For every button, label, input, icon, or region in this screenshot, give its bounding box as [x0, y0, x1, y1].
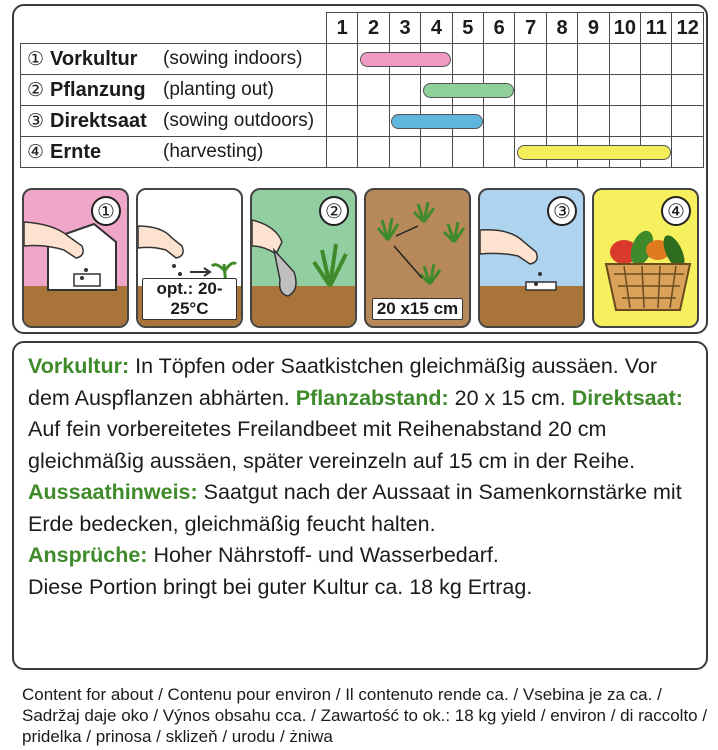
month-cell: [609, 75, 640, 106]
panel-planting-out: [250, 188, 357, 328]
panel-sowing-outdoors: [478, 188, 585, 328]
month-cell: [358, 44, 389, 75]
month-10: 10: [609, 13, 640, 44]
activity-name-en: (harvesting): [163, 141, 264, 162]
month-cell: [327, 137, 358, 168]
pflanzabstand-text: 20 x 15 cm.: [448, 385, 566, 410]
month-cell: [484, 106, 515, 137]
calendar-row: [21, 106, 704, 137]
sowing-calendar-card: [12, 4, 708, 334]
month-cell: [672, 106, 704, 137]
month-cell: [515, 75, 546, 106]
content-yield-note: [22, 684, 712, 747]
aussaathinweis-text: Saatgut nach der Aussaat in Samenkornstärke mit Erde bedecken, gleichmäßig feucht halten.: [28, 480, 682, 536]
month-cell: [389, 106, 420, 137]
month-cell: [546, 75, 577, 106]
month-5: 5: [452, 13, 483, 44]
activity-number: ①: [27, 47, 45, 70]
month-cell: [515, 137, 546, 168]
month-cell: [327, 44, 358, 75]
direktsaat-text: Auf fein vorbereitetes Freilandbeet mit Reihenabstand 20 cm gleichmäßig aussäen, später vereinzeln auf 15 cm in der Reihe.: [28, 417, 636, 473]
month-cell: [515, 106, 546, 137]
month-cell: [609, 44, 640, 75]
month-cell: [484, 44, 515, 75]
activity-name-de: Pflanzung: [50, 78, 146, 101]
activity-period-bar: [517, 145, 671, 160]
cultivation-instructions: [12, 341, 708, 670]
activity-name-en: (sowing outdoors): [163, 110, 315, 131]
activity-name-en: (planting out): [163, 79, 274, 100]
month-cell: [672, 44, 704, 75]
spacing-label: 20 x15 cm: [372, 298, 463, 320]
activity-name-de: Vorkultur: [50, 47, 138, 70]
month-cell: [389, 137, 420, 168]
aussaathinweis-heading: Aussaathinweis:: [28, 480, 198, 504]
sowing-calendar-table: [20, 12, 704, 168]
content-note-text: Content for about / Contenu pour environ / Il contenuto rende ca. / Vsebina je za ca. / Sadržaj daje oko / Výnos obsahu cca. / Zawartość to ok.: 18 kg yield / environ / di raccolto / pridelka / prinosa / sklizeň / urodu / żniwa: [22, 685, 708, 746]
month-cell: [452, 44, 483, 75]
calendar-row: [21, 137, 704, 168]
month-cell: [452, 137, 483, 168]
month-cell: [515, 44, 546, 75]
month-cell: [641, 44, 672, 75]
month-8: 8: [546, 13, 577, 44]
month-cell: [546, 106, 577, 137]
panel-sowing-indoors: [22, 188, 129, 328]
direktsaat-heading: Direktsaat:: [571, 385, 683, 410]
activity-number: ④: [27, 140, 45, 163]
month-cell: [358, 106, 389, 137]
month-cell: [389, 75, 420, 106]
month-cell: [421, 75, 452, 106]
month-cell: [609, 106, 640, 137]
month-cell: [578, 106, 609, 137]
panel-harvesting: [592, 188, 699, 328]
calendar-corner: [21, 13, 327, 44]
month-cell: [358, 137, 389, 168]
ansprueche-text: Hoher Nährstoff- und Wasserbedarf.: [147, 543, 499, 567]
panel-plant-spacing: [364, 188, 471, 328]
month-7: 7: [515, 13, 546, 44]
instruction-icons: [22, 188, 702, 328]
month-header-row: [21, 13, 704, 44]
month-cell: [578, 44, 609, 75]
activity-number: ②: [27, 78, 45, 101]
month-12: 12: [672, 13, 704, 44]
month-cell: [484, 137, 515, 168]
vorkultur-heading: Vorkultur:: [28, 354, 130, 378]
calendar-row: [21, 44, 704, 75]
activity-name-de: Direktsaat: [50, 109, 147, 132]
month-cell: [641, 75, 672, 106]
month-cell: [672, 75, 704, 106]
month-cell: [641, 106, 672, 137]
month-9: 9: [578, 13, 609, 44]
activity-name-de: Ernte: [50, 140, 102, 163]
activity-cell: [21, 75, 327, 106]
month-2: 2: [358, 13, 389, 44]
step-number-badge: ②: [319, 196, 349, 226]
month-cell: [327, 106, 358, 137]
month-11: 11: [641, 13, 672, 44]
month-1: 1: [327, 13, 358, 44]
activity-cell: [21, 137, 327, 168]
ansprueche-heading: Ansprüche:: [28, 543, 148, 567]
month-6: 6: [484, 13, 515, 44]
step-number-badge: ④: [661, 196, 691, 226]
month-cell: [358, 75, 389, 106]
month-cell: [578, 75, 609, 106]
month-cell: [327, 75, 358, 106]
vorkultur-text: In Töpfen oder Saatkistchen gleichmäßig aussäen. Vor dem Auspflanzen abhärten.: [28, 354, 658, 410]
activity-period-bar: [360, 52, 451, 67]
activity-name-en: (sowing indoors): [163, 48, 303, 69]
requirements-line: [28, 540, 692, 572]
yield-line: Diese Portion bringt bei guter Kultur ca. 18 kg Ertrag.: [28, 574, 533, 599]
month-cell: [546, 44, 577, 75]
step-number-badge: ①: [91, 196, 121, 226]
activity-cell: [21, 44, 327, 75]
month-cell: [421, 137, 452, 168]
panel-germination-temperature: [136, 188, 243, 328]
activity-period-bar: [423, 83, 514, 98]
calendar-row: [21, 75, 704, 106]
temperature-label: opt.: 20-25°C: [142, 278, 237, 320]
step-number-badge: ③: [547, 196, 577, 226]
instructions-paragraph: [28, 351, 692, 540]
activity-period-bar: [391, 114, 482, 129]
month-4: 4: [421, 13, 452, 44]
activity-cell: [21, 106, 327, 137]
month-3: 3: [389, 13, 420, 44]
activity-number: ③: [27, 109, 45, 132]
pflanzabstand-heading: Pflanzabstand:: [295, 385, 449, 410]
month-cell: [672, 137, 704, 168]
